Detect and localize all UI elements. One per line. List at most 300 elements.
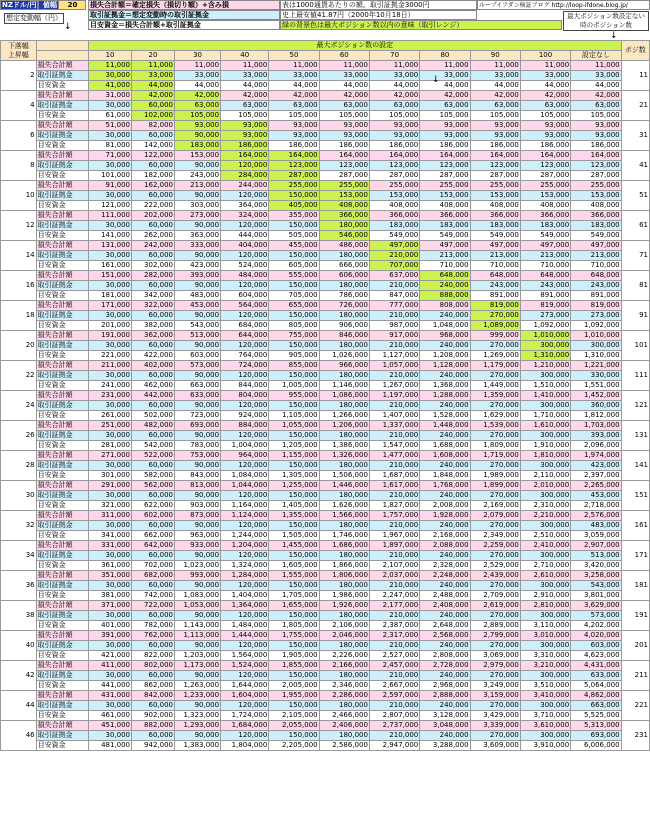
table-cell[interactable]: 90,000: [174, 731, 220, 741]
table-cell[interactable]: 240,000: [420, 611, 470, 621]
table-cell[interactable]: 497,000: [571, 241, 621, 251]
table-cell[interactable]: 702,000: [132, 561, 175, 571]
table-cell[interactable]: 33,000: [269, 71, 319, 81]
table-cell[interactable]: 723,000: [174, 411, 220, 421]
table-cell[interactable]: 1,484,000: [221, 621, 269, 631]
table-cell[interactable]: 150,000: [269, 461, 319, 471]
table-cell[interactable]: 2,259,000: [470, 541, 520, 551]
table-cell[interactable]: 707,000: [369, 261, 419, 271]
table-cell[interactable]: 2,177,000: [369, 601, 419, 611]
table-cell[interactable]: 423,000: [174, 261, 220, 271]
table-cell[interactable]: 105,000: [520, 111, 570, 121]
table-cell[interactable]: 404,000: [221, 241, 269, 251]
table-cell[interactable]: 30,000: [89, 221, 132, 231]
table-cell[interactable]: 371,000: [89, 601, 132, 611]
table-cell[interactable]: 1,143,000: [174, 621, 220, 631]
table-cell[interactable]: 30,000: [89, 641, 132, 651]
table-cell[interactable]: 150,000: [269, 341, 319, 351]
table-cell[interactable]: 1,547,000: [369, 441, 419, 451]
table-cell[interactable]: 381,000: [89, 591, 132, 601]
table-cell[interactable]: 42,000: [174, 91, 220, 101]
table-cell[interactable]: 93,000: [571, 131, 621, 141]
table-cell[interactable]: 393,000: [571, 431, 621, 441]
table-cell[interactable]: 240,000: [420, 521, 470, 531]
table-cell[interactable]: 63,000: [470, 101, 520, 111]
table-cell[interactable]: 210,000: [369, 671, 419, 681]
table-cell[interactable]: 63,000: [420, 101, 470, 111]
table-cell[interactable]: 2,619,000: [470, 601, 520, 611]
table-cell[interactable]: 44,000: [571, 81, 621, 91]
table-cell[interactable]: 105,000: [221, 111, 269, 121]
table-cell[interactable]: 186,000: [470, 141, 520, 151]
table-cell[interactable]: 31,000: [89, 91, 132, 101]
table-cell[interactable]: 1,444,000: [221, 631, 269, 641]
table-cell[interactable]: 484,000: [221, 271, 269, 281]
table-cell[interactable]: 455,000: [269, 241, 319, 251]
table-cell[interactable]: 120,000: [221, 581, 269, 591]
table-cell[interactable]: 303,000: [174, 201, 220, 211]
table-cell[interactable]: 122,000: [132, 151, 175, 161]
table-cell[interactable]: 2,667,000: [369, 681, 419, 691]
table-cell[interactable]: 2,410,000: [520, 541, 570, 551]
table-cell[interactable]: 662,000: [132, 531, 175, 541]
table-cell[interactable]: 90,000: [174, 161, 220, 171]
table-cell[interactable]: 1,113,000: [174, 631, 220, 641]
table-cell[interactable]: 2,169,000: [470, 501, 520, 511]
table-cell[interactable]: 324,000: [221, 211, 269, 221]
table-cell[interactable]: 164,000: [369, 151, 419, 161]
table-cell[interactable]: 30,000: [89, 101, 132, 111]
table-cell[interactable]: 1,083,000: [174, 591, 220, 601]
table-cell[interactable]: 243,000: [174, 171, 220, 181]
table-cell[interactable]: 1,048,000: [420, 321, 470, 331]
table-cell[interactable]: 2,576,000: [571, 511, 621, 521]
table-cell[interactable]: 1,477,000: [369, 451, 419, 461]
table-cell[interactable]: 366,000: [520, 211, 570, 221]
table-cell[interactable]: 60,000: [132, 191, 175, 201]
table-cell[interactable]: 2,397,000: [571, 471, 621, 481]
table-cell[interactable]: 3,128,000: [420, 711, 470, 721]
table-cell[interactable]: 244,000: [221, 181, 269, 191]
table-cell[interactable]: 42,000: [571, 91, 621, 101]
table-cell[interactable]: 1,684,000: [221, 721, 269, 731]
table-cell[interactable]: 1,146,000: [319, 381, 369, 391]
table-cell[interactable]: 102,000: [132, 111, 175, 121]
table-cell[interactable]: 150,000: [269, 311, 319, 321]
table-cell[interactable]: 2,247,000: [369, 591, 419, 601]
table-cell[interactable]: 300,000: [520, 701, 570, 711]
table-cell[interactable]: 1,710,000: [520, 411, 570, 421]
table-cell[interactable]: 1,555,000: [269, 571, 319, 581]
table-cell[interactable]: 123,000: [571, 161, 621, 171]
table-cell[interactable]: 150,000: [269, 581, 319, 591]
table-cell[interactable]: 243,000: [571, 281, 621, 291]
table-cell[interactable]: 742,000: [132, 591, 175, 601]
table-cell[interactable]: 30,000: [89, 251, 132, 261]
table-cell[interactable]: 777,000: [369, 301, 419, 311]
table-cell[interactable]: 105,000: [174, 111, 220, 121]
table-cell[interactable]: 270,000: [470, 431, 520, 441]
table-cell[interactable]: 33,000: [221, 71, 269, 81]
table-cell[interactable]: 287,000: [420, 171, 470, 181]
table-cell[interactable]: 2,107,000: [369, 561, 419, 571]
table-cell[interactable]: 606,000: [319, 271, 369, 281]
table-cell[interactable]: 2,807,000: [369, 711, 419, 721]
table-cell[interactable]: 3,609,000: [470, 741, 520, 751]
table-cell[interactable]: 1,505,000: [269, 531, 319, 541]
table-cell[interactable]: 2,406,000: [319, 721, 369, 731]
table-cell[interactable]: 644,000: [221, 331, 269, 341]
table-cell[interactable]: 33,000: [132, 71, 175, 81]
table-cell[interactable]: 582,000: [132, 471, 175, 481]
table-cell[interactable]: 873,000: [174, 511, 220, 521]
table-cell[interactable]: 180,000: [319, 611, 369, 621]
table-cell[interactable]: 287,000: [470, 171, 520, 181]
table-cell[interactable]: 1,269,000: [470, 351, 520, 361]
table-cell[interactable]: 1,124,000: [221, 511, 269, 521]
table-cell[interactable]: 891,000: [470, 291, 520, 301]
table-cell[interactable]: 693,000: [571, 731, 621, 741]
table-cell[interactable]: 1,023,000: [174, 561, 220, 571]
table-cell[interactable]: 44,000: [132, 81, 175, 91]
table-cell[interactable]: 2,210,000: [520, 511, 570, 521]
table-cell[interactable]: 60,000: [132, 131, 175, 141]
table-cell[interactable]: 3,258,000: [571, 571, 621, 581]
table-cell[interactable]: 93,000: [269, 131, 319, 141]
table-cell[interactable]: 3,010,000: [520, 631, 570, 641]
table-cell[interactable]: 240,000: [420, 581, 470, 591]
table-cell[interactable]: 1,310,000: [571, 351, 621, 361]
table-cell[interactable]: 1,010,000: [520, 331, 570, 341]
table-cell[interactable]: 120,000: [221, 311, 269, 321]
table-cell[interactable]: 710,000: [420, 261, 470, 271]
table-cell[interactable]: 30,000: [89, 281, 132, 291]
table-cell[interactable]: 1,197,000: [369, 391, 419, 401]
table-cell[interactable]: 287,000: [319, 171, 369, 181]
table-cell[interactable]: 3,339,000: [470, 721, 520, 731]
table-cell[interactable]: 1,044,000: [221, 481, 269, 491]
table-cell[interactable]: 726,000: [319, 301, 369, 311]
table-cell[interactable]: 153,000: [520, 191, 570, 201]
table-cell[interactable]: 402,000: [132, 361, 175, 371]
table-cell[interactable]: 243,000: [470, 281, 520, 291]
table-cell[interactable]: 364,000: [221, 201, 269, 211]
table-cell[interactable]: 408,000: [571, 201, 621, 211]
table-cell[interactable]: 210,000: [369, 311, 419, 321]
table-cell[interactable]: 93,000: [369, 121, 419, 131]
table-cell[interactable]: 120,000: [221, 221, 269, 231]
table-cell[interactable]: 240,000: [420, 461, 470, 471]
table-cell[interactable]: 180,000: [319, 251, 369, 261]
table-cell[interactable]: 262,000: [132, 231, 175, 241]
table-cell[interactable]: 300,000: [520, 551, 570, 561]
table-cell[interactable]: 382,000: [132, 321, 175, 331]
table-cell[interactable]: 311,000: [89, 511, 132, 521]
table-cell[interactable]: 666,000: [319, 261, 369, 271]
table-cell[interactable]: 255,000: [571, 181, 621, 191]
table-cell[interactable]: 105,000: [319, 111, 369, 121]
table-cell[interactable]: 1,255,000: [269, 481, 319, 491]
table-cell[interactable]: 524,000: [221, 261, 269, 271]
table-cell[interactable]: 153,000: [571, 191, 621, 201]
table-cell[interactable]: 300,000: [520, 401, 570, 411]
table-cell[interactable]: 964,000: [221, 451, 269, 461]
table-cell[interactable]: 180,000: [319, 551, 369, 561]
table-cell[interactable]: 710,000: [470, 261, 520, 271]
table-cell[interactable]: 1,955,000: [269, 691, 319, 701]
table-cell[interactable]: 211,000: [89, 361, 132, 371]
table-cell[interactable]: 183,000: [369, 221, 419, 231]
table-cell[interactable]: 605,000: [269, 261, 319, 271]
table-cell[interactable]: 1,644,000: [221, 681, 269, 691]
table-cell[interactable]: 1,746,000: [319, 531, 369, 541]
table-cell[interactable]: 3,249,000: [470, 681, 520, 691]
table-cell[interactable]: 2,310,000: [520, 501, 570, 511]
table-cell[interactable]: 60,000: [132, 551, 175, 561]
table-cell[interactable]: 322,000: [132, 301, 175, 311]
table-cell[interactable]: 1,812,000: [571, 411, 621, 421]
table-cell[interactable]: 2,610,000: [520, 571, 570, 581]
table-cell[interactable]: 81,000: [89, 141, 132, 151]
table-cell[interactable]: 120,000: [221, 521, 269, 531]
table-cell[interactable]: 451,000: [89, 721, 132, 731]
table-cell[interactable]: 2,910,000: [520, 591, 570, 601]
table-cell[interactable]: 684,000: [221, 321, 269, 331]
table-cell[interactable]: 3,629,000: [571, 601, 621, 611]
table-cell[interactable]: 44,000: [420, 81, 470, 91]
table-cell[interactable]: 60,000: [132, 611, 175, 621]
table-cell[interactable]: 891,000: [520, 291, 570, 301]
table-cell[interactable]: 906,000: [319, 321, 369, 331]
table-cell[interactable]: 210,000: [369, 371, 419, 381]
table-cell[interactable]: 51,000: [89, 121, 132, 131]
table-cell[interactable]: 90,000: [174, 221, 220, 231]
table-cell[interactable]: 705,000: [269, 291, 319, 301]
table-cell[interactable]: 2,105,000: [269, 711, 319, 721]
table-cell[interactable]: 483,000: [571, 521, 621, 531]
table-cell[interactable]: 663,000: [571, 701, 621, 711]
table-cell[interactable]: 2,709,000: [470, 591, 520, 601]
table-cell[interactable]: 121,000: [89, 201, 132, 211]
table-cell[interactable]: 241,000: [89, 381, 132, 391]
table-cell[interactable]: 287,000: [520, 171, 570, 181]
table-cell[interactable]: 1,404,000: [221, 591, 269, 601]
table-cell[interactable]: 762,000: [132, 631, 175, 641]
table-cell[interactable]: 270,000: [470, 731, 520, 741]
table-cell[interactable]: 90,000: [174, 491, 220, 501]
table-cell[interactable]: 270,000: [470, 701, 520, 711]
table-cell[interactable]: 180,000: [319, 401, 369, 411]
table-cell[interactable]: 210,000: [369, 251, 419, 261]
table-cell[interactable]: 270,000: [470, 551, 520, 561]
table-cell[interactable]: 210,000: [369, 611, 419, 621]
table-cell[interactable]: 4,202,000: [571, 621, 621, 631]
table-cell[interactable]: 210,000: [369, 641, 419, 651]
table-cell[interactable]: 105,000: [571, 111, 621, 121]
table-cell[interactable]: 123,000: [470, 161, 520, 171]
table-cell[interactable]: 1,629,000: [470, 411, 520, 421]
table-cell[interactable]: 120,000: [221, 371, 269, 381]
table-cell[interactable]: 1,055,000: [269, 421, 319, 431]
width-label-cell[interactable]: 値幅: [38, 0, 68, 10]
table-cell[interactable]: 401,000: [89, 621, 132, 631]
table-cell[interactable]: 351,000: [89, 571, 132, 581]
table-cell[interactable]: 363,000: [174, 231, 220, 241]
table-cell[interactable]: 1,804,000: [221, 741, 269, 751]
table-cell[interactable]: 270,000: [470, 641, 520, 651]
table-cell[interactable]: 30,000: [89, 71, 132, 81]
table-cell[interactable]: 30,000: [89, 191, 132, 201]
table-cell[interactable]: 273,000: [520, 311, 570, 321]
table-cell[interactable]: 30,000: [89, 371, 132, 381]
table-cell[interactable]: 543,000: [174, 321, 220, 331]
table-cell[interactable]: 42,000: [470, 91, 520, 101]
table-cell[interactable]: 633,000: [571, 671, 621, 681]
table-cell[interactable]: 30,000: [89, 731, 132, 741]
table-cell[interactable]: 284,000: [221, 171, 269, 181]
table-cell[interactable]: 300,000: [520, 371, 570, 381]
table-cell[interactable]: 4,020,000: [571, 631, 621, 641]
table-cell[interactable]: 105,000: [369, 111, 419, 121]
table-cell[interactable]: 33,000: [369, 71, 419, 81]
table-cell[interactable]: 183,000: [520, 221, 570, 231]
table-cell[interactable]: 151,000: [89, 271, 132, 281]
table-cell[interactable]: 1,368,000: [420, 381, 470, 391]
table-cell[interactable]: 6,006,000: [571, 741, 621, 751]
table-cell[interactable]: 1,566,000: [319, 511, 369, 521]
table-cell[interactable]: 33,000: [420, 71, 470, 81]
table-cell[interactable]: 355,000: [269, 211, 319, 221]
table-cell[interactable]: 2,286,000: [319, 691, 369, 701]
table-cell[interactable]: 513,000: [571, 551, 621, 561]
blog-title[interactable]: ループイフダン検証ブログ http://loop-ifdone.blog.jp/: [477, 0, 650, 10]
table-cell[interactable]: 805,000: [269, 321, 319, 331]
table-cell[interactable]: 421,000: [89, 651, 132, 661]
table-cell[interactable]: 3,159,000: [470, 691, 520, 701]
table-cell[interactable]: 270,000: [470, 581, 520, 591]
table-cell[interactable]: 270,000: [470, 611, 520, 621]
table-cell[interactable]: 1,407,000: [369, 411, 419, 421]
table-cell[interactable]: 2,328,000: [420, 561, 470, 571]
table-cell[interactable]: 2,968,000: [420, 681, 470, 691]
table-cell[interactable]: 2,889,000: [470, 621, 520, 631]
table-cell[interactable]: 604,000: [221, 291, 269, 301]
table-cell[interactable]: 123,000: [369, 161, 419, 171]
table-cell[interactable]: 1,364,000: [221, 601, 269, 611]
table-cell[interactable]: 2,005,000: [269, 681, 319, 691]
table-cell[interactable]: 855,000: [269, 361, 319, 371]
table-cell[interactable]: 120,000: [221, 281, 269, 291]
table-cell[interactable]: 1,005,000: [269, 381, 319, 391]
table-cell[interactable]: 1,757,000: [369, 511, 419, 521]
table-cell[interactable]: 270,000: [470, 371, 520, 381]
table-cell[interactable]: 11,000: [132, 61, 175, 71]
table-cell[interactable]: 442,000: [132, 391, 175, 401]
table-cell[interactable]: 150,000: [269, 551, 319, 561]
table-cell[interactable]: 261,000: [89, 411, 132, 421]
table-cell[interactable]: 30,000: [89, 581, 132, 591]
table-cell[interactable]: 1,084,000: [221, 471, 269, 481]
table-cell[interactable]: 120,000: [221, 701, 269, 711]
table-cell[interactable]: 123,000: [420, 161, 470, 171]
table-cell[interactable]: 342,000: [132, 291, 175, 301]
table-cell[interactable]: 150,000: [269, 251, 319, 261]
table-cell[interactable]: 164,000: [269, 151, 319, 161]
table-cell[interactable]: 366,000: [369, 211, 419, 221]
table-cell[interactable]: 1,204,000: [221, 541, 269, 551]
table-cell[interactable]: 2,439,000: [470, 571, 520, 581]
table-cell[interactable]: 2,010,000: [520, 481, 570, 491]
table-cell[interactable]: 1,928,000: [420, 511, 470, 521]
table-cell[interactable]: 120,000: [221, 161, 269, 171]
table-cell[interactable]: 3,310,000: [520, 651, 570, 661]
table-cell[interactable]: 42,000: [369, 91, 419, 101]
table-cell[interactable]: 341,000: [89, 531, 132, 541]
table-cell[interactable]: 44,000: [369, 81, 419, 91]
table-cell[interactable]: 431,000: [89, 691, 132, 701]
table-cell[interactable]: 648,000: [571, 271, 621, 281]
table-cell[interactable]: 1,210,000: [520, 361, 570, 371]
table-cell[interactable]: 884,000: [221, 421, 269, 431]
table-cell[interactable]: 482,000: [132, 421, 175, 431]
table-cell[interactable]: 648,000: [520, 271, 570, 281]
table-cell[interactable]: 63,000: [319, 101, 369, 111]
table-cell[interactable]: 1,244,000: [221, 531, 269, 541]
table-cell[interactable]: 505,000: [269, 231, 319, 241]
table-cell[interactable]: 150,000: [269, 431, 319, 441]
table-cell[interactable]: 1,010,000: [571, 331, 621, 341]
table-cell[interactable]: 287,000: [571, 171, 621, 181]
table-cell[interactable]: 2,648,000: [420, 621, 470, 631]
table-cell[interactable]: 255,000: [319, 181, 369, 191]
table-cell[interactable]: 642,000: [132, 541, 175, 551]
table-cell[interactable]: 82,000: [132, 121, 175, 131]
table-cell[interactable]: 1,288,000: [420, 391, 470, 401]
table-cell[interactable]: 164,000: [420, 151, 470, 161]
table-cell[interactable]: 546,000: [319, 231, 369, 241]
table-cell[interactable]: 362,000: [132, 331, 175, 341]
table-cell[interactable]: 3,510,000: [520, 681, 570, 691]
table-cell[interactable]: 2,096,000: [571, 441, 621, 451]
table-cell[interactable]: 123,000: [269, 161, 319, 171]
table-cell[interactable]: 366,000: [420, 211, 470, 221]
table-cell[interactable]: 3,710,000: [520, 711, 570, 721]
table-cell[interactable]: 63,000: [221, 101, 269, 111]
table-cell[interactable]: 186,000: [369, 141, 419, 151]
table-cell[interactable]: 2,265,000: [571, 481, 621, 491]
table-cell[interactable]: 1,905,000: [269, 651, 319, 661]
table-cell[interactable]: 111,000: [89, 211, 132, 221]
table-cell[interactable]: 4,431,000: [571, 661, 621, 671]
table-cell[interactable]: 3,110,000: [520, 621, 570, 631]
table-cell[interactable]: 240,000: [420, 641, 470, 651]
table-cell[interactable]: 422,000: [132, 351, 175, 361]
table-cell[interactable]: 180,000: [319, 581, 369, 591]
table-cell[interactable]: 281,000: [89, 441, 132, 451]
table-cell[interactable]: 603,000: [571, 641, 621, 651]
table-cell[interactable]: 162,000: [132, 181, 175, 191]
table-cell[interactable]: 120,000: [221, 491, 269, 501]
table-cell[interactable]: 240,000: [420, 281, 470, 291]
table-cell[interactable]: 331,000: [89, 541, 132, 551]
table-cell[interactable]: 242,000: [132, 241, 175, 251]
table-cell[interactable]: 502,000: [132, 411, 175, 421]
table-cell[interactable]: 999,000: [470, 331, 520, 341]
table-cell[interactable]: 30,000: [89, 401, 132, 411]
table-cell[interactable]: 11,000: [89, 61, 132, 71]
table-cell[interactable]: 150,000: [269, 401, 319, 411]
table-cell[interactable]: 255,000: [269, 181, 319, 191]
